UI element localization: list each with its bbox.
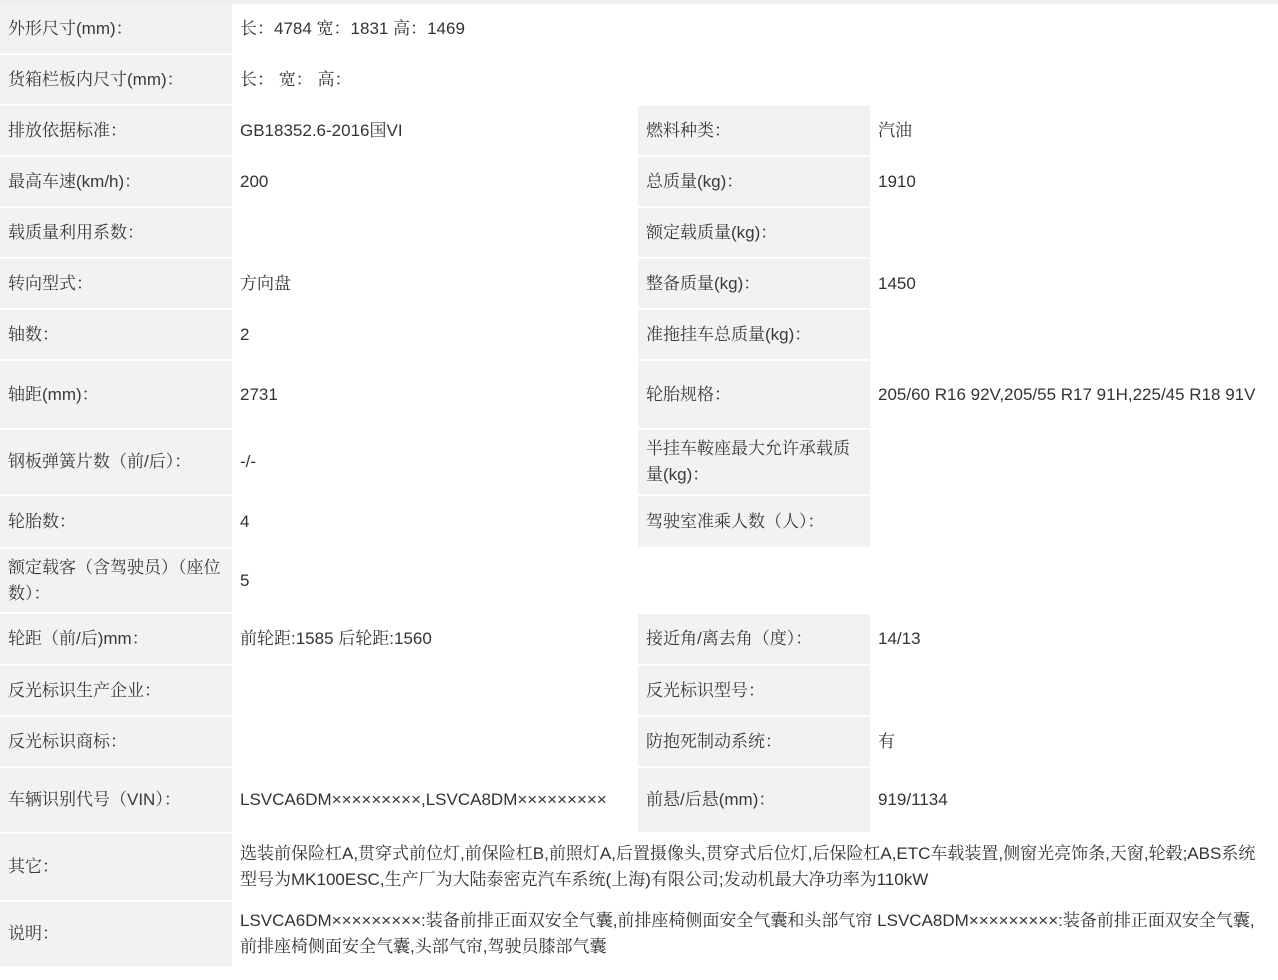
table-row <box>0 258 1278 309</box>
row-value-cab-passengers <box>870 495 1278 548</box>
row-label-cargo-box: 货箱栏板内尺寸(mm)： <box>0 54 232 105</box>
row-label-rated-load: 额定载质量(kg)： <box>638 207 870 258</box>
row-value-trailer-mass <box>870 309 1278 360</box>
row-value-tire-count: 4 <box>232 495 638 548</box>
table-row <box>0 901 1278 967</box>
row-label-total-mass: 总质量(kg)： <box>638 156 870 207</box>
row-value-fuel: 汽油 <box>870 105 1278 156</box>
row-label-leaf-spring: 钢板弹簧片数（前/后）： <box>0 429 232 495</box>
row-value-other: 选装前保险杠A,贯穿式前位灯,前保险杠B,前照灯A,后置摄像头,贯穿式后位灯,后保险杠A,ETC车载装置,侧窗光亮饰条,天窗,轮毂;ABS系统型号为MK100ESC,生产厂为大陆泰密克汽车系统(上海)有限公司;发动机最大净功率为110kW <box>232 833 1278 901</box>
row-value-reflector-model <box>870 665 1278 716</box>
row-label-steering: 转向型式： <box>0 258 232 309</box>
vehicle-spec-table <box>0 4 1278 968</box>
row-label-reflector-brand: 反光标识商标： <box>0 716 232 767</box>
table-row <box>0 613 1278 665</box>
row-value-leaf-spring: -/- <box>232 429 638 495</box>
row-value-seats: 5 <box>232 548 1278 613</box>
row-label-axles: 轴数： <box>0 309 232 360</box>
table-row <box>0 833 1278 901</box>
table-row <box>0 4 1278 54</box>
table-row <box>0 156 1278 207</box>
row-label-abs: 防抱死制动系统： <box>638 716 870 767</box>
row-label-cab-passengers: 驾驶室准乘人数（人）： <box>638 495 870 548</box>
table-row <box>0 665 1278 716</box>
table-row <box>0 495 1278 548</box>
row-value-track: 前轮距:1585 后轮距:1560 <box>232 613 638 665</box>
row-value-abs: 有 <box>870 716 1278 767</box>
row-value-cargo-box: 长： 宽： 高： <box>232 54 1278 105</box>
row-label-dimensions: 外形尺寸(mm)： <box>0 4 232 54</box>
row-label-other: 其它： <box>0 833 232 901</box>
row-label-overhang: 前悬/后悬(mm)： <box>638 767 870 833</box>
row-value-overhang: 919/1134 <box>870 767 1278 833</box>
table-row <box>0 360 1278 429</box>
row-label-top-speed: 最高车速(km/h)： <box>0 156 232 207</box>
table-row <box>0 309 1278 360</box>
table-row <box>0 767 1278 833</box>
row-value-emission: GB18352.6-2016国VI <box>232 105 638 156</box>
row-value-reflector-brand <box>232 716 638 767</box>
row-label-tire-spec: 轮胎规格： <box>638 360 870 429</box>
row-value-wheelbase: 2731 <box>232 360 638 429</box>
row-label-curb-mass: 整备质量(kg)： <box>638 258 870 309</box>
row-value-vin: LSVCA6DM×××××××××,LSVCA8DM××××××××× <box>232 767 638 833</box>
row-value-saddle-load <box>870 429 1278 495</box>
row-value-steering: 方向盘 <box>232 258 638 309</box>
row-label-emission: 排放依据标准： <box>0 105 232 156</box>
table-row <box>0 207 1278 258</box>
row-value-notes: LSVCA6DM×××××××××:装备前排正面双安全气囊,前排座椅侧面安全气囊和头部气帘 LSVCA8DM×××××××××:装备前排正面双安全气囊,前排座椅侧面安全气囊,头部气帘,驾驶员膝部气囊 <box>232 901 1278 967</box>
row-value-top-speed: 200 <box>232 156 638 207</box>
row-label-vin: 车辆识别代号（VIN）： <box>0 767 232 833</box>
row-label-load-coef: 载质量利用系数： <box>0 207 232 258</box>
row-value-rated-load <box>870 207 1278 258</box>
table-row <box>0 105 1278 156</box>
row-label-reflector-maker: 反光标识生产企业： <box>0 665 232 716</box>
row-label-wheelbase: 轴距(mm)： <box>0 360 232 429</box>
row-value-total-mass: 1910 <box>870 156 1278 207</box>
row-value-dimensions: 长：4784 宽：1831 高：1469 <box>232 4 1278 54</box>
row-value-axles: 2 <box>232 309 638 360</box>
row-value-curb-mass: 1450 <box>870 258 1278 309</box>
row-label-fuel: 燃料种类： <box>638 105 870 156</box>
row-value-reflector-maker <box>232 665 638 716</box>
table-row <box>0 429 1278 495</box>
row-value-tire-spec: 205/60 R16 92V,205/55 R17 91H,225/45 R18 91V <box>870 360 1278 429</box>
row-label-trailer-mass: 准拖挂车总质量(kg)： <box>638 309 870 360</box>
row-label-track: 轮距（前/后)mm： <box>0 613 232 665</box>
row-label-reflector-model: 反光标识型号： <box>638 665 870 716</box>
row-label-tire-count: 轮胎数： <box>0 495 232 548</box>
row-label-seats: 额定载客（含驾驶员）（座位数）： <box>0 548 232 613</box>
table-row <box>0 716 1278 767</box>
row-value-load-coef <box>232 207 638 258</box>
table-row <box>0 548 1278 613</box>
row-label-saddle-load: 半挂车鞍座最大允许承载质量(kg)： <box>638 429 870 495</box>
row-label-angles: 接近角/离去角（度）： <box>638 613 870 665</box>
row-label-notes: 说明： <box>0 901 232 967</box>
row-value-angles: 14/13 <box>870 613 1278 665</box>
table-row <box>0 54 1278 105</box>
